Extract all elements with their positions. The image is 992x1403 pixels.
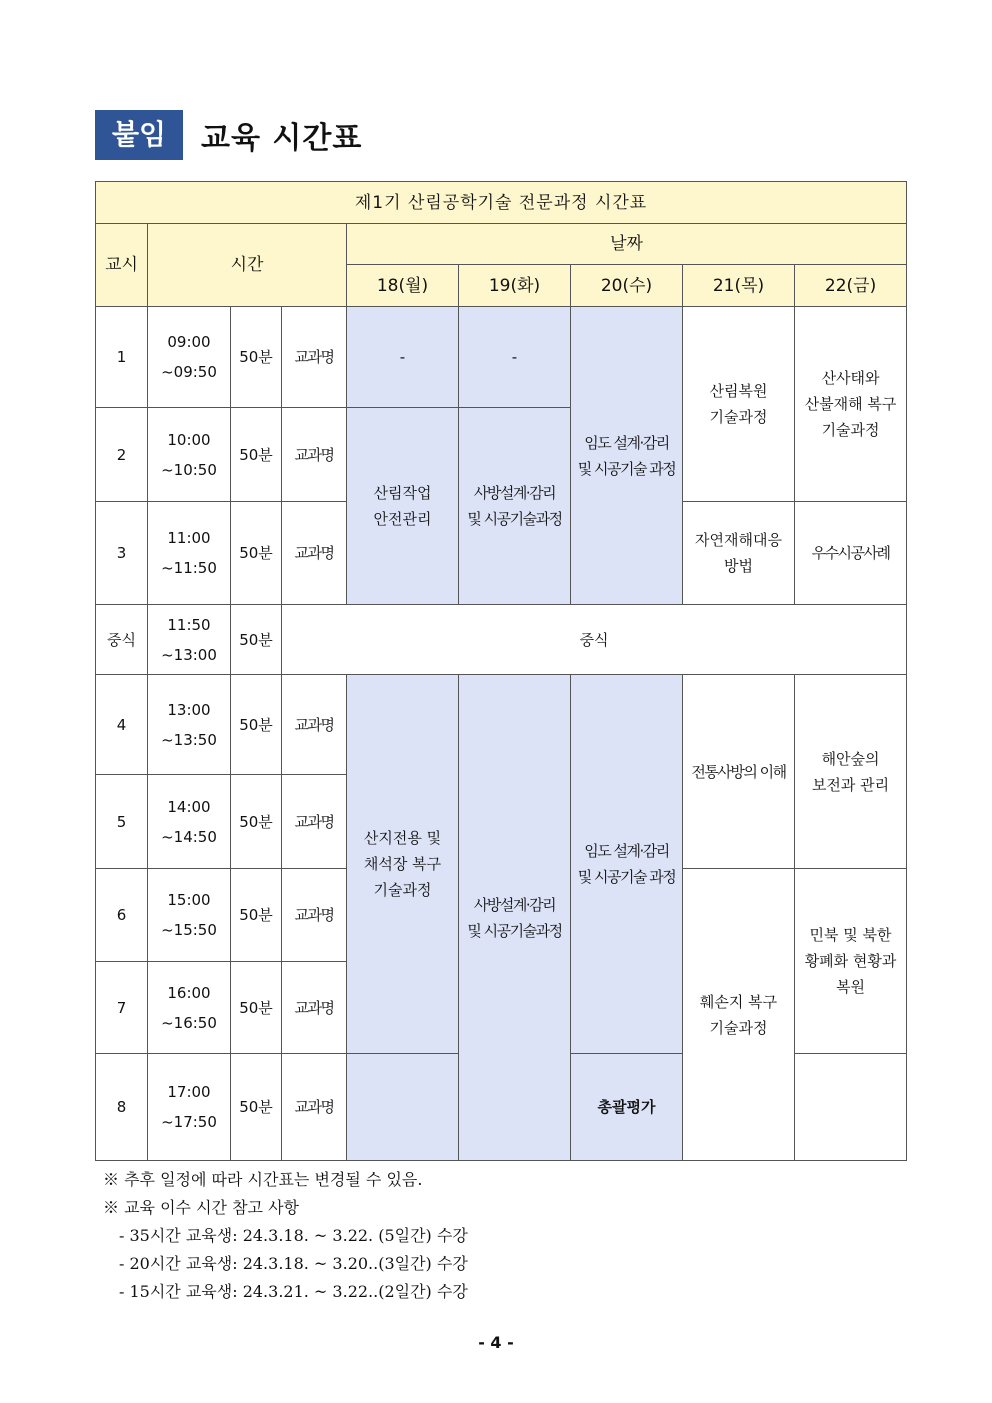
course-fri-p3: 우수시공사례	[795, 502, 907, 605]
time-cell: 17:00 ~17:50	[148, 1054, 231, 1161]
period-cell: 7	[96, 962, 148, 1054]
course-wed-am: 임도 설계·감리 및 시공기술 과정	[571, 307, 683, 605]
duration-cell: 50분	[231, 605, 282, 675]
table-row	[96, 675, 907, 775]
course-mon-p1: -	[347, 307, 459, 408]
attachment-badge: 붙임	[95, 110, 183, 160]
subject-cell: 교과명	[282, 675, 347, 775]
time-cell: 14:00 ~14:50	[148, 775, 231, 869]
subject-cell: 교과명	[282, 869, 347, 962]
table-row	[96, 605, 907, 675]
time-cell: 09:00 ~09:50	[148, 307, 231, 408]
course-tue-p1: -	[459, 307, 571, 408]
period-cell: 중식	[96, 605, 148, 675]
period-cell: 4	[96, 675, 148, 775]
note-reference: ※ 교육 이수 시간 참고 사항	[103, 1198, 299, 1217]
note-35h: - 35시간 교육생: 24.3.18. ~ 3.22. (5일간) 수강	[119, 1226, 468, 1245]
duration-cell: 50분	[231, 408, 282, 502]
time-cell: 10:00 ~10:50	[148, 408, 231, 502]
header-date: 날짜	[347, 224, 907, 265]
day-wed: 20(수)	[571, 265, 683, 307]
timetable-title: 제1기 산림공학기술 전문과정 시간표	[96, 182, 907, 224]
course-wed-p8: 총괄평가	[571, 1054, 683, 1161]
duration-cell: 50분	[231, 962, 282, 1054]
course-mon-p23: 산림작업 안전관리	[347, 408, 459, 605]
course-wed-pm: 임도 설계·감리 및 시공기술 과정	[571, 675, 683, 1054]
lunch-cell: 중식	[282, 605, 907, 675]
subject-cell: 교과명	[282, 502, 347, 605]
course-thu-p12: 산림복원 기술과정	[683, 307, 795, 502]
course-fri-p45: 해안숲의 보전과 관리	[795, 675, 907, 869]
notes	[103, 1166, 468, 1306]
duration-cell: 50분	[231, 775, 282, 869]
header-period: 교시	[96, 224, 148, 307]
course-tue-p23: 사방설계·감리 및 시공기술과정	[459, 408, 571, 605]
time-cell: 15:00 ~15:50	[148, 869, 231, 962]
period-cell: 5	[96, 775, 148, 869]
course-fri-p12: 산사태와 산불재해 복구 기술과정	[795, 307, 907, 502]
duration-cell: 50분	[231, 675, 282, 775]
period-cell: 3	[96, 502, 148, 605]
subject-cell: 교과명	[282, 307, 347, 408]
time-cell: 13:00 ~13:50	[148, 675, 231, 775]
day-fri: 22(금)	[795, 265, 907, 307]
course-mon-p8	[347, 1054, 459, 1161]
duration-cell: 50분	[231, 502, 282, 605]
course-mon-pm: 산지전용 및 채석장 복구 기술과정	[347, 675, 459, 1054]
time-cell: 16:00 ~16:50	[148, 962, 231, 1054]
course-thu-p68: 훼손지 복구 기술과정	[683, 869, 795, 1161]
timetable	[95, 181, 907, 1161]
period-cell: 6	[96, 869, 148, 962]
day-mon: 18(월)	[347, 265, 459, 307]
course-thu-p45: 전통사방의 이해	[683, 675, 795, 869]
course-fri-p67: 민북 및 북한 황폐화 현황과 복원	[795, 869, 907, 1054]
subject-cell: 교과명	[282, 775, 347, 869]
note-15h: - 15시간 교육생: 24.3.21. ~ 3.22..(2일간) 수강	[119, 1282, 468, 1301]
note-change: ※ 추후 일정에 따라 시간표는 변경될 수 있음.	[103, 1170, 423, 1189]
subject-cell: 교과명	[282, 962, 347, 1054]
subject-cell: 교과명	[282, 408, 347, 502]
note-20h: - 20시간 교육생: 24.3.18. ~ 3.20..(3일간) 수강	[119, 1254, 468, 1273]
page-number: - 4 -	[478, 1333, 514, 1352]
duration-cell: 50분	[231, 1054, 282, 1161]
subject-cell: 교과명	[282, 1054, 347, 1161]
period-cell: 8	[96, 1054, 148, 1161]
day-thu: 21(목)	[683, 265, 795, 307]
duration-cell: 50분	[231, 869, 282, 962]
course-fri-p8	[795, 1054, 907, 1161]
period-cell: 1	[96, 307, 148, 408]
page-heading	[95, 110, 362, 160]
day-tue: 19(화)	[459, 265, 571, 307]
period-cell: 2	[96, 408, 148, 502]
duration-cell: 50분	[231, 307, 282, 408]
time-cell: 11:00 ~11:50	[148, 502, 231, 605]
course-tue-pm: 사방설계·감리 및 시공기술과정	[459, 675, 571, 1161]
time-cell: 11:50 ~13:00	[148, 605, 231, 675]
table-row	[96, 307, 907, 408]
course-thu-p3: 자연재해대응 방법	[683, 502, 795, 605]
page-title: 교육 시간표	[201, 121, 363, 156]
header-time: 시간	[148, 224, 347, 307]
